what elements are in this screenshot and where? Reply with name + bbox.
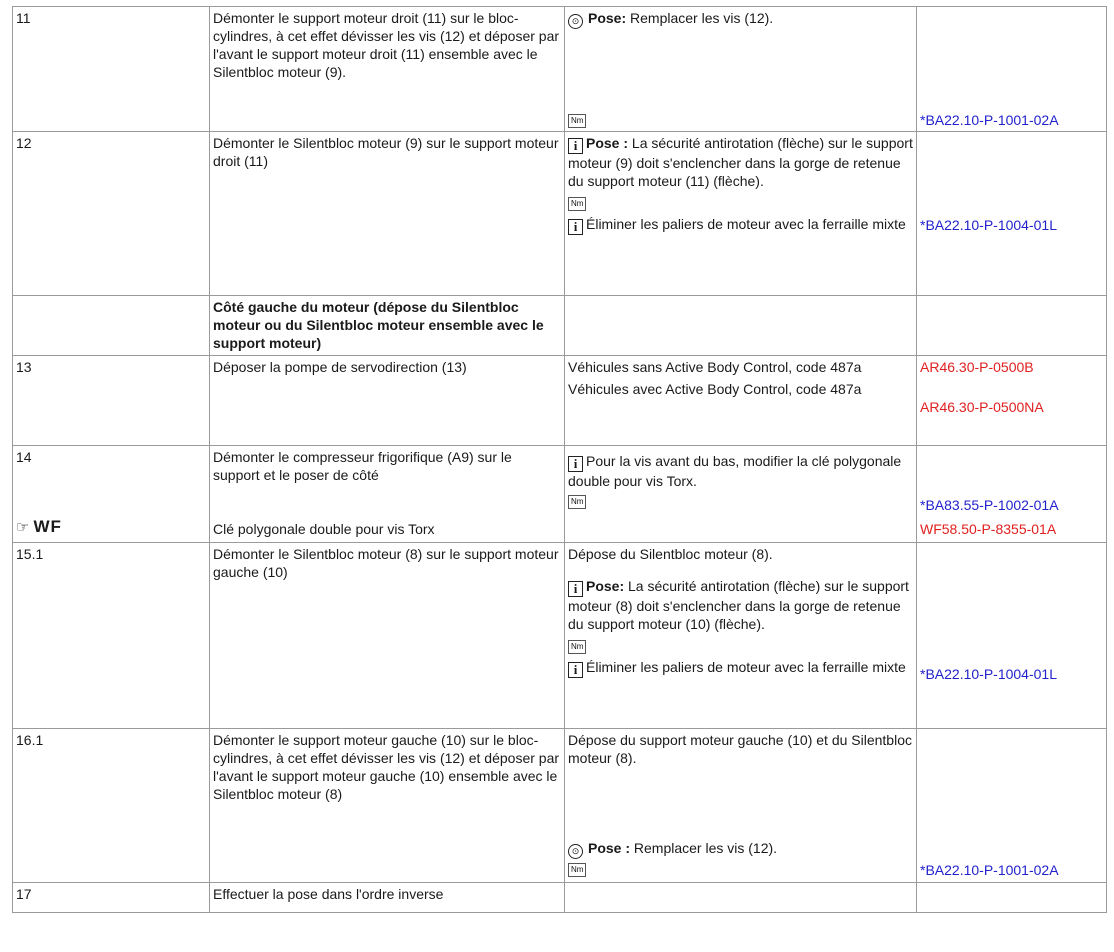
table-row [13,356,1107,446]
section-row [13,296,1107,356]
step-reference [917,543,1107,729]
info-text: Pour la vis avant du bas, modifier la clé polygonale double pour vis Torx. [568,453,902,489]
table-row [13,7,1107,132]
step-action: Démonter le support moteur gauche (10) sur le bloc-cylindres, à cet effet dévisser les vis (12) et déposer par l'avant le support moteur gauche (10) ensemble avec le Silentbloc moteur (8) [210,729,565,883]
table-row [13,543,1107,729]
table-row [13,132,1107,296]
pose-icon: ⊙ [568,844,583,859]
pose-note [568,134,913,190]
torque-icon[interactable]: Nm [568,863,586,877]
pose-label: Pose : [588,840,631,856]
step-action: Effectuer la pose dans l'ordre inverse [210,883,565,913]
pose-text: La sécurité antirotation (flèche) sur le support moteur (9) doit s'enclencher dans la gorge de retenue du support moteur (11) (flèche). [568,135,913,189]
pose-label: Pose: [586,578,625,594]
action-text: Démonter le compresseur frigorifique (A9) sur le support et le poser de côté [213,449,512,483]
info-icon: i [568,581,583,597]
pose-text: Remplacer les vis (12). [626,10,774,26]
info-note [568,452,913,490]
step-notes [565,356,917,446]
step-reference [917,729,1107,883]
torque-icon[interactable]: Nm [568,640,586,654]
step-notes [565,729,917,883]
info-icon: i [568,219,583,235]
step-number [13,446,210,543]
step-number: 15.1 [13,543,210,729]
reference-link[interactable]: *BA22.10-P-1001-02A [920,112,1059,128]
pose-label: Pose : [586,135,629,151]
step-number: 16.1 [13,729,210,883]
tool-reference-link[interactable]: WF58.50-P-8355-01A [920,521,1057,537]
step-reference [917,7,1107,132]
table-row [13,883,1107,913]
info-icon: i [568,456,583,472]
condition-text: Véhicules sans Active Body Control, code 487a [568,359,862,375]
pose-note [568,9,913,29]
step-action: Démonter le Silentbloc moteur (8) sur le support moteur gauche (10) [210,543,565,729]
pose-note [568,577,913,633]
tool-name: Clé polygonale double pour vis Torx [213,521,435,537]
reference-link[interactable]: *BA22.10-P-1001-02A [920,862,1059,878]
info-text: Éliminer les paliers de moteur avec la ferraille mixte [586,659,906,675]
pose-text: Remplacer les vis (12). [630,840,778,856]
wf-label: WF [33,517,62,536]
info-icon: i [568,138,583,154]
intro-text: Dépose du Silentbloc moteur (8). [568,546,773,562]
info-text: Éliminer les paliers de moteur avec la ferraille mixte [586,216,906,232]
intro-text: Dépose du support moteur gauche (10) et du Silentbloc moteur (8). [568,732,912,766]
step-action: Démonter le Silentbloc moteur (9) sur le support moteur droit (11) [210,132,565,296]
step-notes [565,543,917,729]
step-action: Démonter le support moteur droit (11) sur le bloc-cylindres, à cet effet dévisser les vis (12) et déposer par l'avant le support moteur droit (11) ensemble avec le Silentbloc moteur (9). [210,7,565,132]
workshop-tool-marker [16,518,62,537]
reference-link[interactable]: AR46.30-P-0500NA [920,399,1044,415]
pose-label: Pose: [588,10,627,26]
reference-link[interactable]: *BA22.10-P-1004-01L [920,666,1057,682]
torque-icon[interactable]: Nm [568,114,586,128]
hand-pointer-icon: ☞ [16,519,30,536]
step-reference [917,132,1107,296]
step-notes [565,7,917,132]
step-number: 13 [13,356,210,446]
step-notes [565,132,917,296]
section-title: Côté gauche du moteur (dépose du Silentbloc moteur ou du Silentbloc moteur ensemble avec le support moteur) [210,296,565,356]
info-icon: i [568,662,583,678]
procedure-table [12,6,1107,913]
step-action [210,446,565,543]
step-number: 17 [13,883,210,913]
torque-icon[interactable]: Nm [568,197,586,211]
table-row [13,446,1107,543]
table-row [13,729,1107,883]
step-notes [565,446,917,543]
info-note [568,658,913,678]
pose-note [568,839,777,859]
info-note [568,215,913,235]
torque-icon[interactable]: Nm [568,495,586,509]
reference-link[interactable]: *BA22.10-P-1004-01L [920,217,1057,233]
reference-link[interactable]: *BA83.55-P-1002-01A [920,497,1059,513]
reference-link[interactable]: AR46.30-P-0500B [920,359,1034,375]
condition-text: Véhicules avec Active Body Control, code 487a [568,381,862,397]
step-reference [917,446,1107,543]
pose-text: La sécurité antirotation (flèche) sur le support moteur (8) doit s'enclencher dans la gorge de retenue du support moteur (10) (flèche). [568,578,909,632]
step-number: 11 [13,7,210,132]
step-reference [917,356,1107,446]
pose-icon: ⊙ [568,14,583,29]
step-action: Déposer la pompe de servodirection (13) [210,356,565,446]
step-number-label: 14 [16,449,32,465]
step-number: 12 [13,132,210,296]
